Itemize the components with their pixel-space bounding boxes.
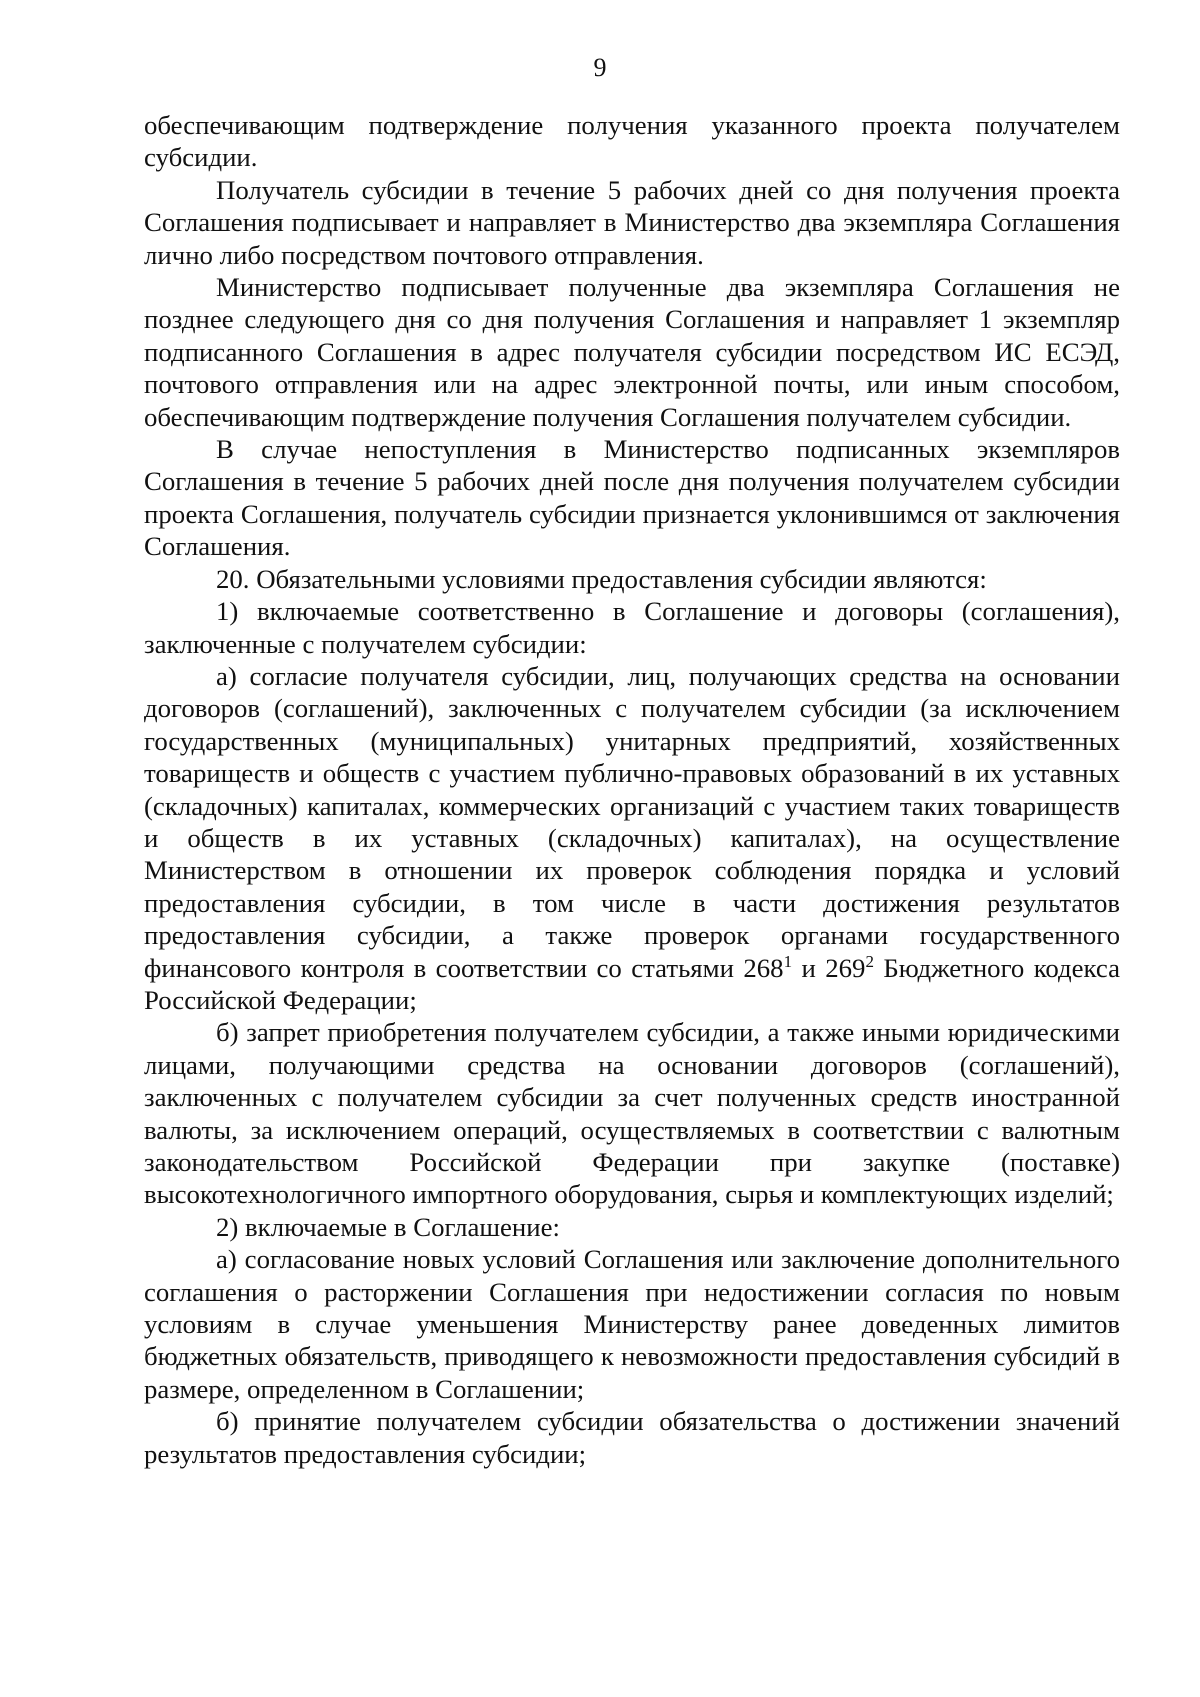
superscript-268: 1 bbox=[783, 951, 793, 971]
paragraph-subitem-1a bbox=[144, 660, 1120, 1016]
paragraph-ministry-signing: Министерство подписывает полученные два экземпляра Соглашения не позднее следующего дня со дня получения Соглашения и направляет 1 экземпляр подписанного Соглашения в адрес получателя субсидии посредством ИС ЕСЭД, почтового отправления или на адрес электронной почты, или иным способом, обеспечивающим подтверждение получения Соглашения получателем субсидии. bbox=[144, 272, 1120, 432]
paragraph-subitem-2b: б) принятие получателем субсидии обязательства о достижении значений результатов предоставления субсидии; bbox=[144, 1406, 1120, 1469]
paragraph-signing-deadline: Получатель субсидии в течение 5 рабочих дней со дня получения проекта Соглашения подписывает и направляет в Министерство два экземпляра Соглашения лично либо посредством почтового отправления. bbox=[144, 174, 1120, 270]
paragraph-item-20: 20. Обязательными условиями предоставления субсидии являются: bbox=[216, 563, 987, 594]
paragraph-evasion: В случае непоступления в Министерство подписанных экземпляров Соглашения в течение 5 рабочих дней после дня получения получателем субсидии проекта Соглашения, получатель субсидии признается уклонившимся от заключения Соглашения. bbox=[144, 434, 1120, 562]
paragraph-continuation: обеспечивающим подтверждение получения указанного проекта получателем субсидии. bbox=[144, 110, 1120, 173]
paragraph-subitem-1: 1) включаемые соответственно в Соглашение и договоры (соглашения), заключенные с получателем субсидии: bbox=[144, 596, 1120, 659]
paragraph-subitem-1b: б) запрет приобретения получателем субсидии, а также иными юридическими лицами, получающими средства на основании договоров (соглашений), заключенных с получателем субсидии за счет полученных средств иностранной валюты, за исключением операций, осуществляемых в соответствии с валютным законодательством Российской Федерации при закупке (поставке) высокотехнологичного импортного оборудования, сырья и комплектующих изделий; bbox=[144, 1017, 1120, 1210]
subitem-1a-text-before: а) согласие получателя субсидии, лиц, получающих средства на основании договоров (соглашений), заключенных с получателем субсидии (за исключением государственных (муниципальных) унитарных предприятий, хозяйственных товариществ и обществ с участием публично-правовых образований в их уставных (складочных) капиталах, коммерческих организаций с участием таких товариществ и обществ в их уставных (складочных) капиталах), на осуществление Министерством в отношении их проверок соблюдения порядка и условий предоставления субсидии, в том числе в части достижения результатов предоставления субсидии, а также проверок органами государственного финансового контроля в соответствии со статьями 268 bbox=[144, 660, 1120, 983]
page-number: 9 bbox=[593, 53, 607, 82]
paragraph-subitem-2: 2) включаемые в Соглашение: bbox=[216, 1211, 560, 1242]
subitem-1a-text-after: Бюджетного кодекса Российской Федерации; bbox=[144, 952, 1121, 1015]
document-body bbox=[144, 109, 1120, 1470]
subitem-1a-text-middle: и 269 bbox=[792, 952, 866, 983]
superscript-269: 2 bbox=[865, 951, 874, 971]
paragraph-subitem-2a: а) согласование новых условий Соглашения или заключение дополнительного соглашения о расторжении Соглашения при недостижении согласия по новым условиям в случае уменьшения Министерству ранее доведенных лимитов бюджетных обязательств, приводящего к невозможности предоставления субсидий в размере, определенном в Соглашении; bbox=[144, 1244, 1120, 1404]
